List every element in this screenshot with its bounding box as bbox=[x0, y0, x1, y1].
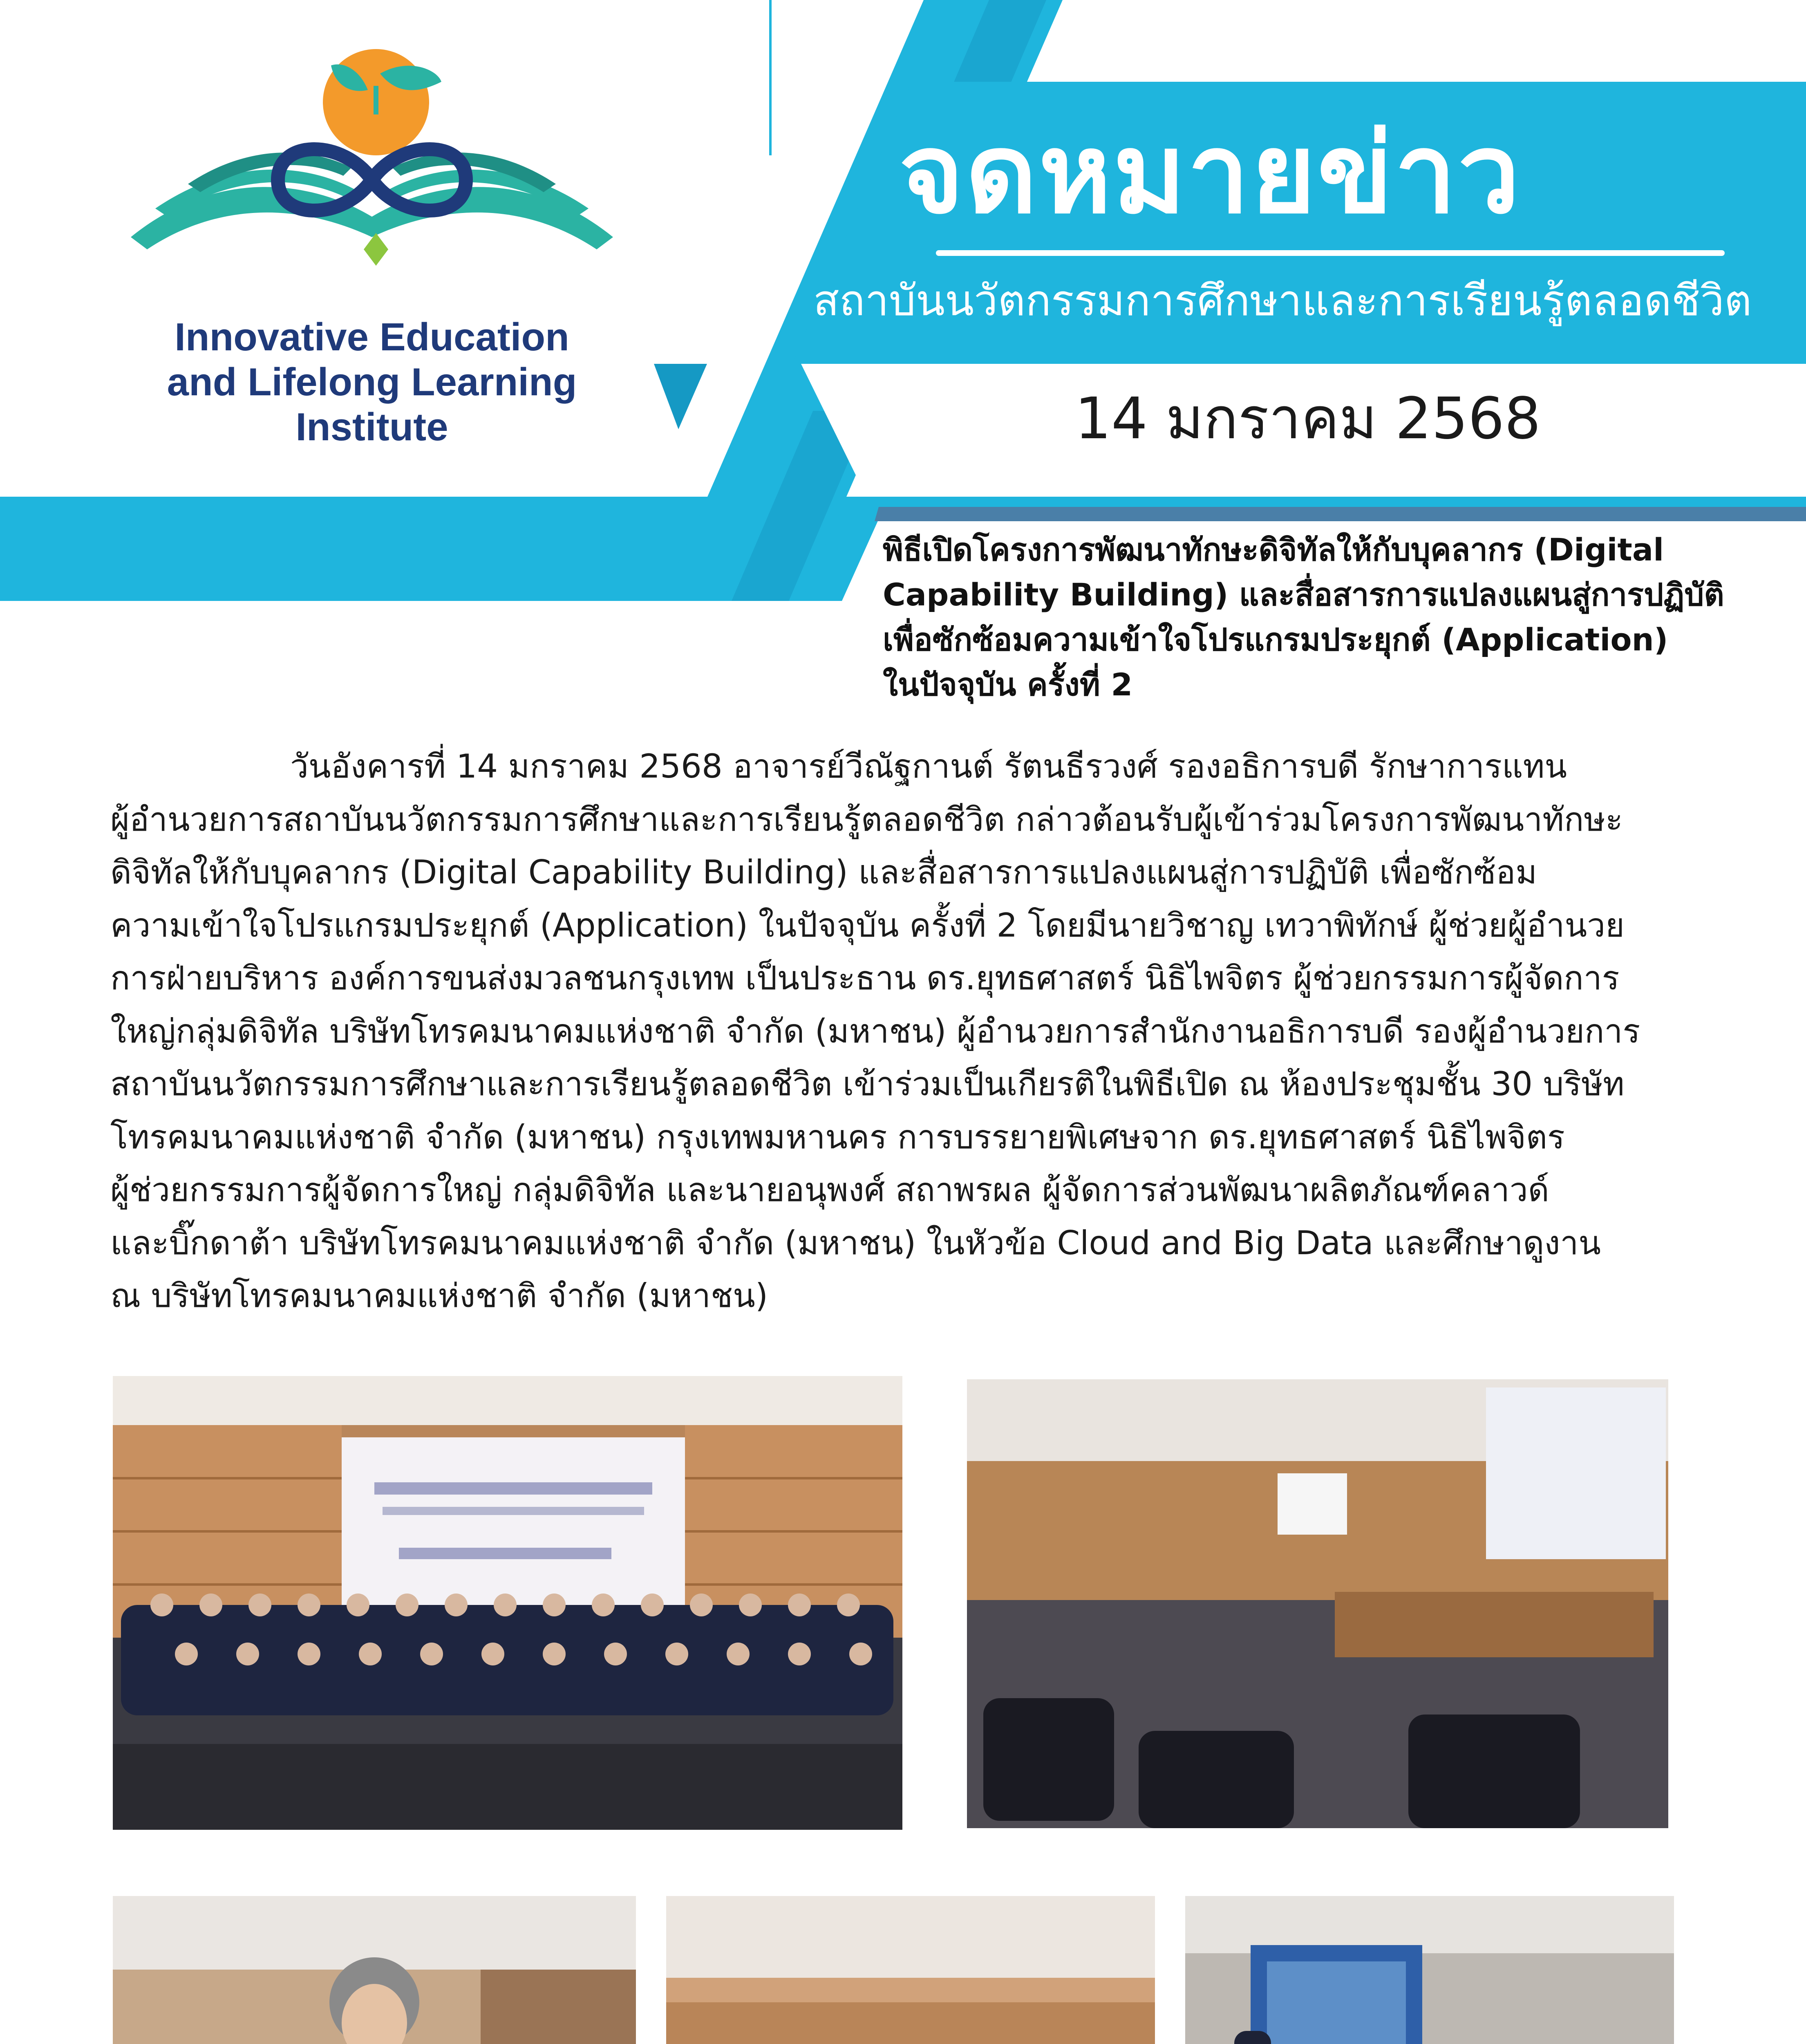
title-underline bbox=[936, 250, 1725, 256]
body-line: วันอังคารที่ 14 มกราคม 2568 อาจารย์วีณัฐกานต์ รัตนธีรวงศ์ รองอธิการบดี รักษาการแทน bbox=[290, 747, 1567, 785]
logo-line: and Lifelong Learning bbox=[167, 360, 577, 404]
newsletter-title: จดหมายข่าว bbox=[899, 109, 1522, 238]
body-line: และบิ๊กดาต้า บริษัทโทรคมนาคมแห่งชาติ จำกัด (มหาชน) ในหัวข้อ Cloud and Big Data และศึกษาดูงาน bbox=[110, 1224, 1601, 1262]
logo-line: Innovative Education bbox=[175, 315, 569, 359]
headline-line: Capability Building) และสื่อสารการแปลงแผนสู่การปฏิบัติ bbox=[883, 576, 1724, 613]
issue-date: 14 มกราคม 2568 bbox=[1074, 385, 1541, 452]
headline-line: เพื่อซักซ้อมความเข้าใจโปรแกรมประยุกต์ (Application) bbox=[883, 621, 1668, 658]
body-line: ใหญ่กลุ่มดิจิทัล บริษัทโทรคมนาคมแห่งชาติ จำกัด (มหาชน) ผู้อำนวยการสำนักงานอธิการบดี รองผู้อำนวยการ bbox=[110, 1012, 1640, 1050]
body-line: ผู้ช่วยกรรมการผู้จัดการใหญ่ กลุ่มดิจิทัล และนายอนุพงศ์ สถาพรผล ผู้จัดการส่วนพัฒนาผลิตภัณฑ์คลาวด์ bbox=[110, 1171, 1549, 1209]
body-line: โทรคมนาคมแห่งชาติ จำกัด (มหาชน) กรุงเทพมหานคร การบรรยายพิเศษจาก ดร.ยุทธศาสตร์ นิธิไพจิตร bbox=[110, 1118, 1565, 1156]
institute-logo bbox=[114, 45, 629, 466]
headline-line: พิธีเปิดโครงการพัฒนาทักษะดิจิทัลให้กับบุคลากร (Digital bbox=[883, 531, 1664, 568]
presentation-photo bbox=[1185, 1896, 1674, 2044]
headline-line: ในปัจจุบัน ครั้งที่ 2 bbox=[883, 666, 1133, 703]
body-line: สถาบันนวัตกรรมการศึกษาและการเรียนรู้ตลอดชีวิต เข้าร่วมเป็นเกียรติในพิธีเปิด ณ ห้องประชุมชั้น 30 บริษัท bbox=[110, 1065, 1625, 1103]
group-photo bbox=[113, 1376, 902, 1830]
article-body bbox=[110, 740, 1712, 1322]
body-line: ดิจิทัลให้กับบุคลากร (Digital Capability Building) และสื่อสารการแปลงแผนสู่การปฏิบัติ เพื่อซักซ้อม bbox=[110, 853, 1537, 891]
institute-name: สถาบันนวัตกรรมการศึกษาและการเรียนรู้ตลอดชีวิต bbox=[813, 276, 1752, 325]
body-line: ความเข้าใจโปรแกรมประยุกต์ (Application) ในปัจจุบัน ครั้งที่ 2 โดยมีนายวิชาญ เทวาพิทักษ์ ผู้ช่วยผู้อำนวย bbox=[110, 906, 1625, 944]
body-line: ผู้อำนวยการสถาบันนวัตกรรมการศึกษาและการเรียนรู้ตลอดชีวิต กล่าวต้อนรับผู้เข้าร่วมโครงการพัฒนาทักษะ bbox=[110, 800, 1623, 838]
body-line: ณ บริษัทโทรคมนาคมแห่งชาติ จำกัด (มหาชน) bbox=[110, 1277, 768, 1315]
meeting-room-photo bbox=[967, 1379, 1668, 1828]
logo-wordmark bbox=[114, 315, 629, 450]
article-headline bbox=[883, 527, 1749, 707]
logo-line: Institute bbox=[295, 405, 448, 449]
body-line: การฝ่ายบริหาร องค์การขนส่งมวลชนกรุงเทพ เป็นประธาน ดร.ยุทธศาสตร์ นิธิไพจิตร ผู้ช่วยกรรมการผู้จัดการ bbox=[110, 959, 1620, 997]
speaker-portrait-photo bbox=[113, 1896, 636, 2044]
panel-photo bbox=[666, 1896, 1155, 2044]
logo-emblem-icon bbox=[114, 45, 629, 307]
